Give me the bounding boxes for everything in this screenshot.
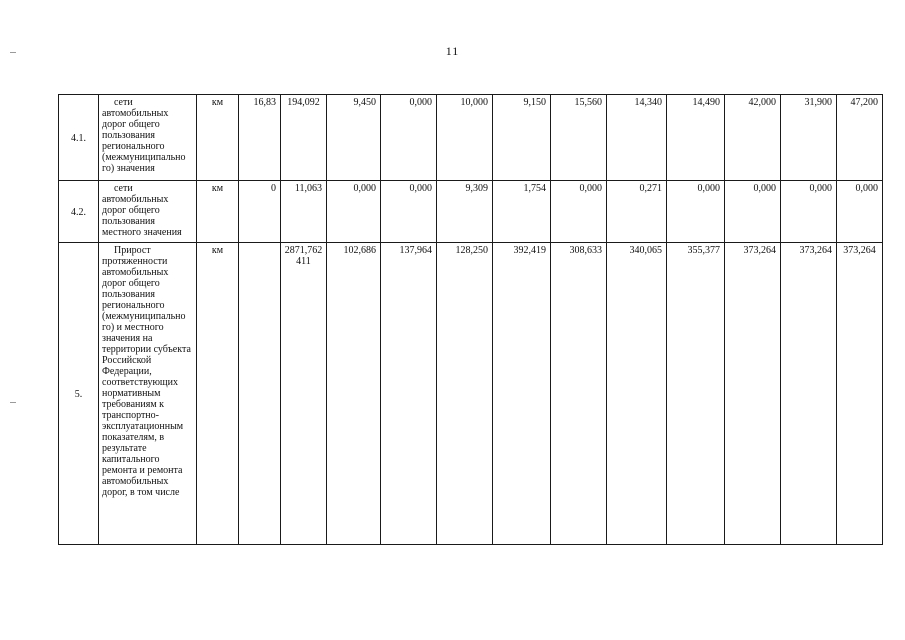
row-value: 0	[239, 181, 281, 243]
row-value: 128,250	[437, 243, 493, 545]
row-unit: км	[197, 243, 239, 545]
row-value: 11,063	[281, 181, 327, 243]
row-unit: км	[197, 95, 239, 181]
row-value: 0,000	[837, 181, 883, 243]
row-value: 16,83	[239, 95, 281, 181]
row-indicator-name	[99, 181, 197, 243]
row-value: 0,000	[551, 181, 607, 243]
row-value: 14,340	[607, 95, 667, 181]
row-value: 355,377	[667, 243, 725, 545]
table-row	[59, 95, 883, 181]
row-value: 0,000	[781, 181, 837, 243]
row-value: 0,000	[327, 181, 381, 243]
row-value: 194,092	[281, 95, 327, 181]
row-value: 42,000	[725, 95, 781, 181]
row-value: 102,686	[327, 243, 381, 545]
row-value: 14,490	[667, 95, 725, 181]
row-value: 0,271	[607, 181, 667, 243]
row-value: 1,754	[493, 181, 551, 243]
row-number: 4.1.	[59, 95, 99, 181]
row-indicator-text: сети автомобильных дорог общего пользования местного значения	[102, 183, 182, 238]
table-row	[59, 243, 883, 545]
row-indicator-name	[99, 243, 197, 545]
row-value: 392,419	[493, 243, 551, 545]
row-value: 373,264	[781, 243, 837, 545]
row-number: 5.	[59, 243, 99, 545]
row-value: 9,450	[327, 95, 381, 181]
row-value: 9,150	[493, 95, 551, 181]
row-indicator-name	[99, 95, 197, 181]
row-unit: км	[197, 181, 239, 243]
row-value: 0,000	[667, 181, 725, 243]
row-value	[239, 243, 281, 545]
row-value: 31,900	[781, 95, 837, 181]
row-indicator-text: сети автомобильных дорог общего пользования регионального (межмуниципально го) значения	[102, 97, 186, 174]
row-value: 137,964	[381, 243, 437, 545]
row-value: 47,200	[837, 95, 883, 181]
row-value: 0,000	[381, 181, 437, 243]
row-indicator-text: Прирост протяженности автомобильных дорог общего пользования регионального (межмуниципально го) и местного значения на территории субъекта Российской Федерации, соответствующих нормативным требованиям к транспортно-эксплуатационным показателям, в результате капитального ремонта и ремонта автомобильных дорог, в том числе	[102, 245, 191, 498]
indicators-table	[58, 94, 883, 545]
row-value: 9,309	[437, 181, 493, 243]
row-value: 10,000	[437, 95, 493, 181]
row-value: 2871,762411	[281, 243, 327, 545]
row-value: 0,000	[381, 95, 437, 181]
margin-mark-bottom	[10, 402, 16, 403]
row-number: 4.2.	[59, 181, 99, 243]
row-value: 373,264	[837, 243, 883, 545]
row-value: 0,000	[725, 181, 781, 243]
table-row	[59, 181, 883, 243]
row-value: 340,065	[607, 243, 667, 545]
row-value: 308,633	[551, 243, 607, 545]
row-value: 373,264	[725, 243, 781, 545]
row-value: 15,560	[551, 95, 607, 181]
page-number: 11	[445, 44, 460, 58]
